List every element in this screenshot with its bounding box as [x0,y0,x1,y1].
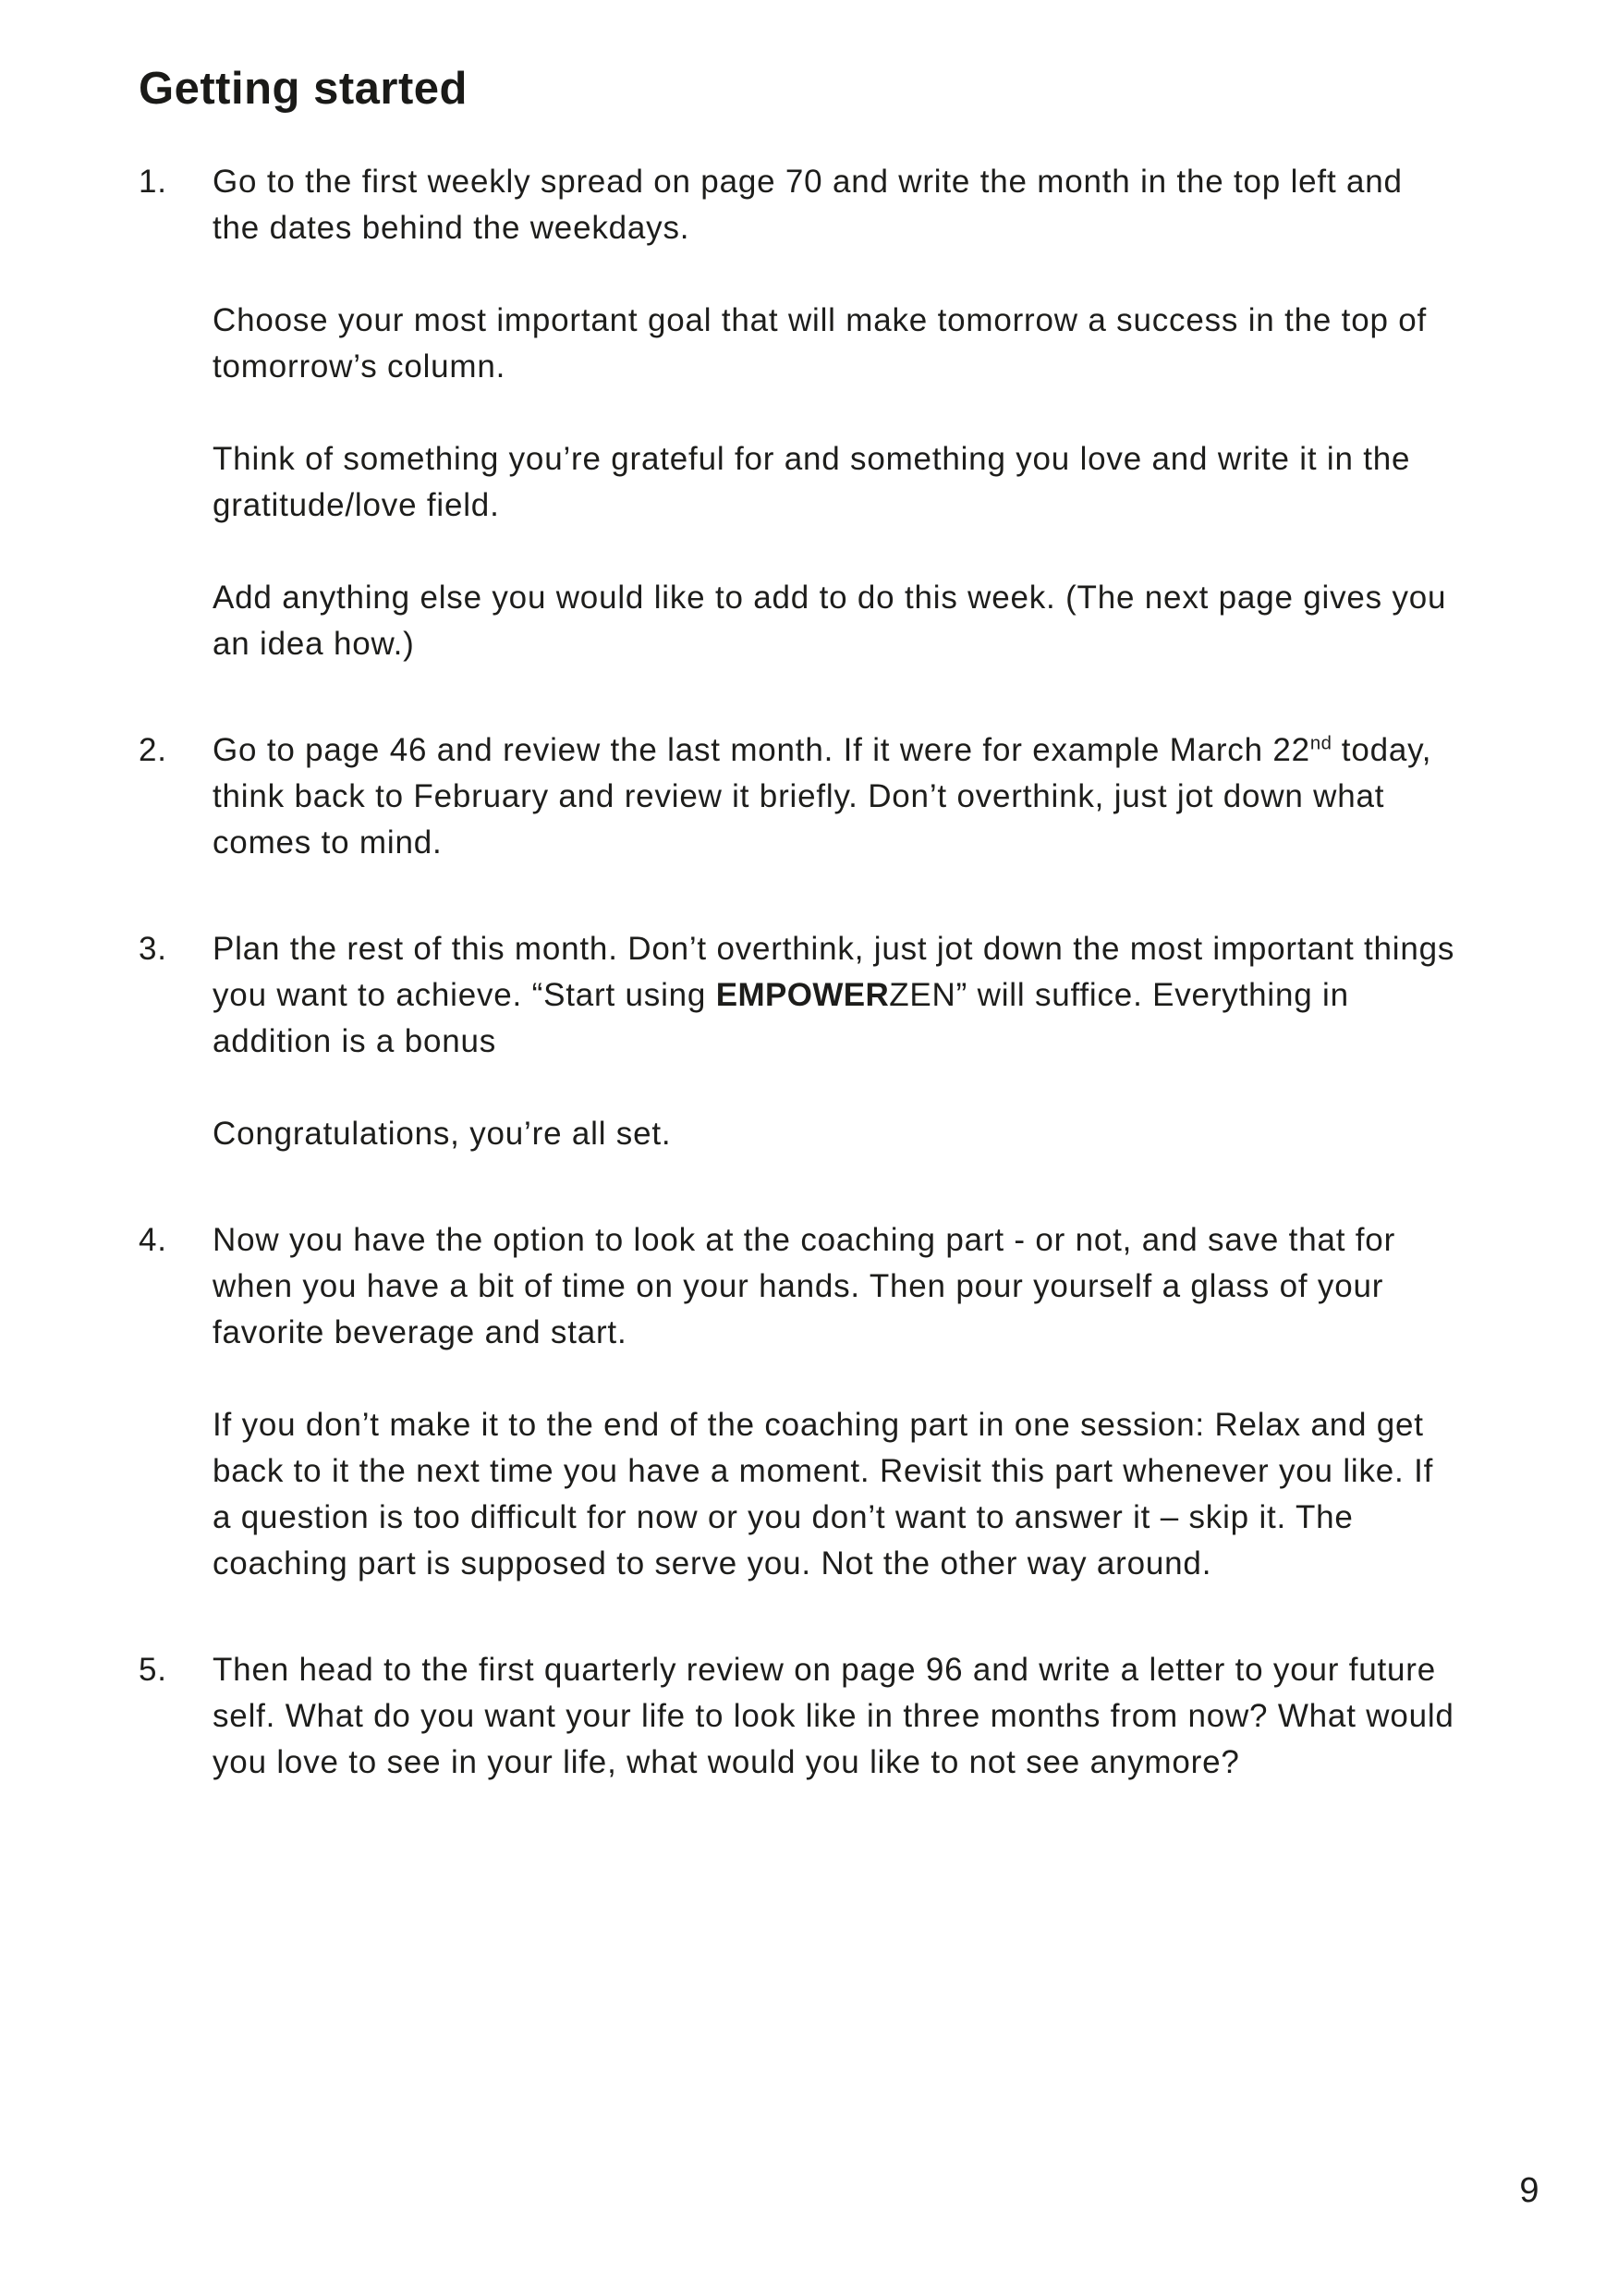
list-item-4-body [213,1217,1455,1633]
list-item-2 [139,727,1478,912]
list-item-3 [139,926,1478,1203]
paragraph [213,926,1455,1065]
text-run: ZEN” will suffice. Everything in addition is a bonus [213,977,1349,1059]
page-content [139,63,1478,1846]
list-item-3-body [213,926,1455,1203]
list-item-1-body [213,159,1455,714]
paragraph: Now you have the option to look at the coaching part - or not, and save that for when you have a bit of time on your hands. Then pour yourself a glass of your favorite beverage and start. [213,1222,1396,1350]
brand-name-bold: EMPOWER [715,977,890,1013]
text-run: today, think back to February and review it briefly. Don’t overthink, just jot down what comes to mind. [213,732,1432,861]
list-item-4-number: 4. [139,1222,167,1258]
list-item-1 [139,159,1478,714]
paragraph: Add anything else you would like to add to do this week. (The next page gives you an idea how.) [213,580,1447,662]
list-item-2-number: 2. [139,732,167,768]
getting-started-list [139,159,1478,1832]
paragraph: If you don’t make it to the end of the coaching part in one session: Relax and get back to it the next time you have a moment. Revisit this part whenever you like. If a question is too difficult for now or you don’t want to answer it – skip it. The coaching part is supposed to serve you. Not the other way around. [213,1407,1434,1582]
paragraph [213,727,1455,866]
ordinal-superscript: nd [1309,733,1332,754]
paragraph: Choose your most important goal that will make tomorrow a success in the top of tomorrow’s column. [213,302,1428,385]
list-item-3-number: 3. [139,931,167,967]
list-item-2-body [213,727,1455,912]
page-number: 9 [1519,2171,1539,2210]
list-item-5-body [213,1647,1455,1832]
text-run: Plan the rest of this month. Don’t overthink, just jot down the most important things you want to achieve. “Start using [213,931,1455,1013]
list-item-1-number: 1. [139,164,167,200]
list-item-5 [139,1647,1478,1832]
list-item-5-number: 5. [139,1652,167,1688]
paragraph: Go to the first weekly spread on page 70 and write the month in the top left and the dates behind the weekdays. [213,164,1403,246]
text-run: Go to page 46 and review the last month. If it were for example March 22 [213,732,1310,768]
paragraph: Then head to the first quarterly review on page 96 and write a letter to your future self. What do you want your life to look like in three months from now? What would you love to see in your life, what would you like to not see anymore? [213,1652,1454,1780]
page-title: Getting started [139,64,468,114]
paragraph: Think of something you’re grateful for and something you love and write it in the gratitude/love field. [213,441,1411,523]
paragraph: Congratulations, you’re all set. [213,1116,672,1152]
list-item-4 [139,1217,1478,1633]
